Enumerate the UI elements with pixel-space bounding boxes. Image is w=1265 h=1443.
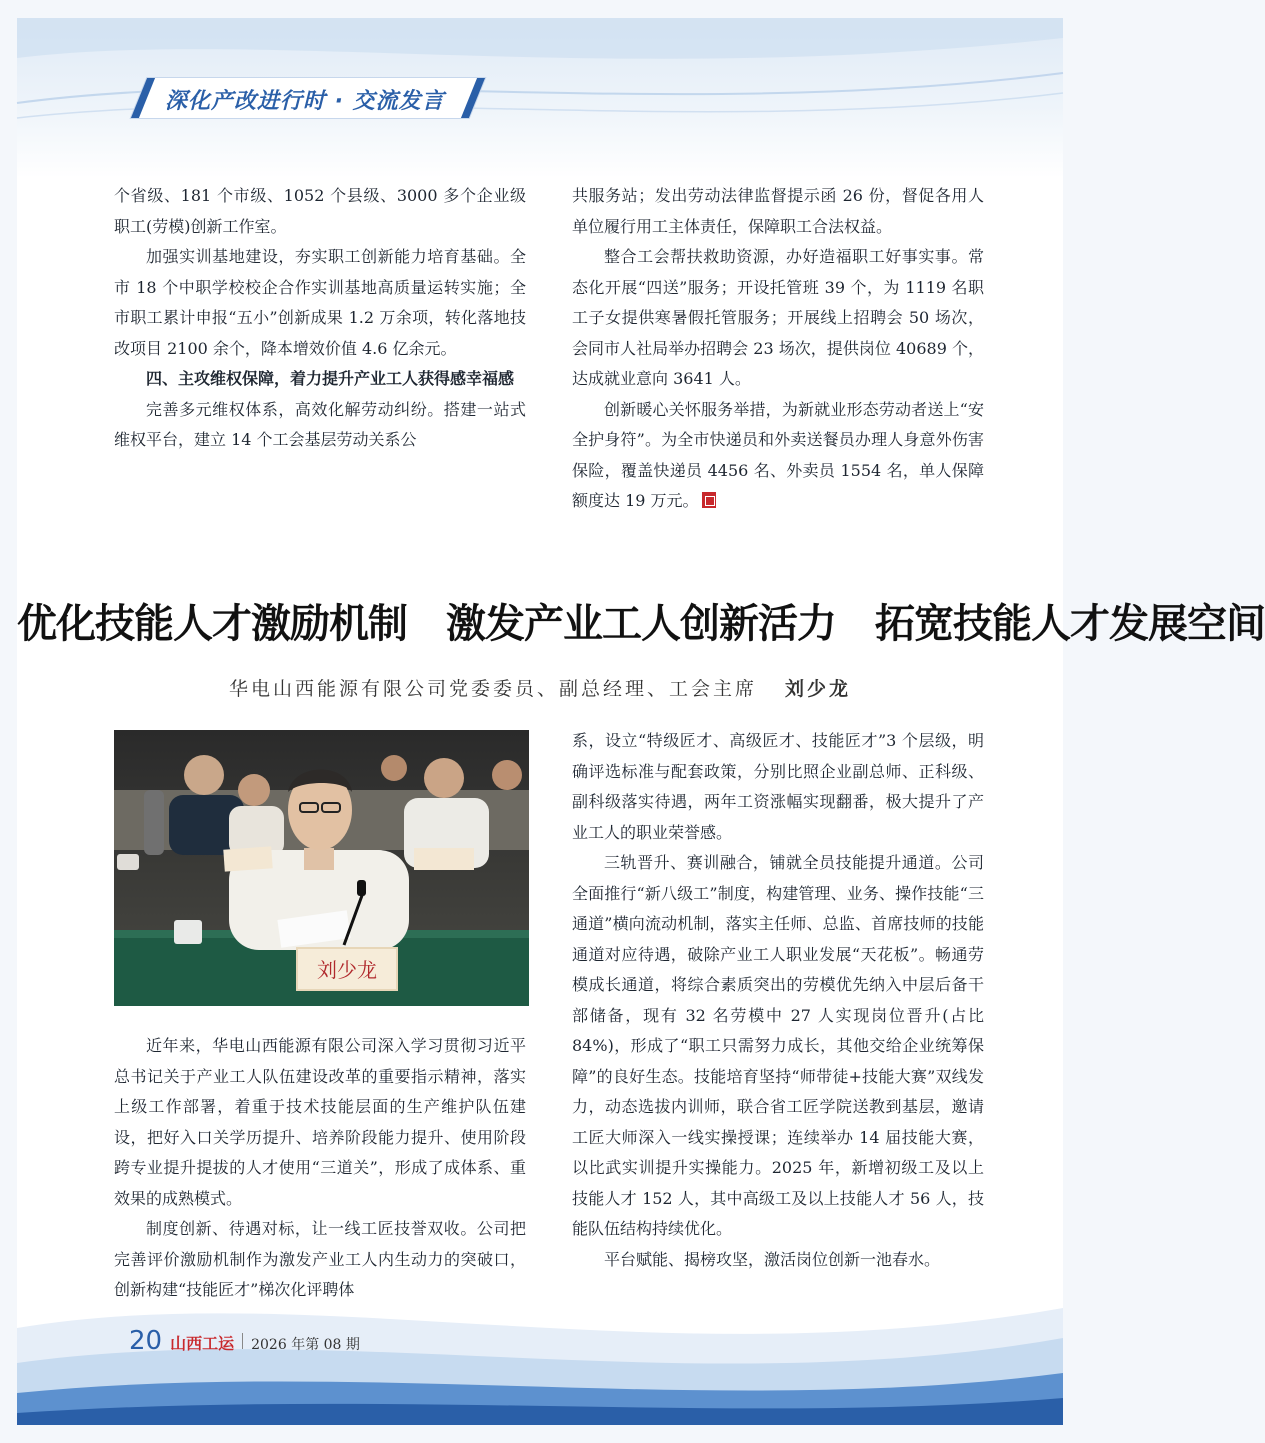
folio-divider	[242, 1333, 243, 1349]
article-photo	[114, 730, 529, 1006]
section-tag	[127, 74, 467, 120]
body-paragraph: 整合工会帮扶救助资源，办好造福职工好事实事。常态化开展“四送”服务；开设托管班 39 个，为 1119 名职工子女提供寒暑假托管服务；开展线上招聘会 50 场次，会同市人社局举办招聘会 23 场次，提供岗位 40689 个，达成就业意向 3641 人。	[572, 247, 984, 388]
section-tag-label: 深化产改进行时 · 交流发言	[165, 89, 445, 114]
body-paragraph: 加强实训基地建设，夯实职工创新能力培育基础。全市 18 个中职学校校企合作实训基地高质量运转实施；全市职工累计申报“五小”创新成果 1.2 万余项，转化落地技改项目 2100 余个，降本增效价值 4.6 亿余元。	[114, 247, 526, 358]
header-band	[17, 18, 1063, 178]
body-paragraph: 个省级、181 个市级、1052 个县级、3000 多个企业级职工(劳模)创新工作室。	[114, 186, 526, 236]
byline	[17, 674, 1063, 701]
photo-nameplate: 刘少龙	[317, 958, 377, 982]
body-paragraph: 完善多元维权体系，高效化解劳动纠纷。搭建一站式维权平台，建立 14 个工会基层劳动关系公	[114, 399, 526, 449]
article-headline: 优化技能人才激励机制 激发产业工人创新活力 拓宽技能人才发展空间	[17, 601, 1265, 647]
body-paragraph: 制度创新、待遇对标，让一线工匠技誉双收。公司把完善评价激励机制作为激发产业工人内生动力的突破口，创新构建“技能匠才”梯次化评聘体	[114, 1219, 526, 1299]
top-left-column	[114, 181, 526, 456]
folio	[129, 1326, 360, 1356]
byline-organization: 华电山西能源有限公司党委委员、副总经理、工会主席	[228, 678, 757, 700]
body-paragraph: 创新暖心关怀服务举措，为新就业形态劳动者送上“安全护身符”。为全市快递员和外卖送餐员办理人身意外伤害保险，覆盖快递员 4456 名、外卖员 1554 名，单人保障额度达 19 万元。	[572, 399, 984, 510]
body-paragraph: 系，设立“特级匠才、高级匠才、技能匠才”3 个层级，明确评选标准与配套政策，分别比照企业副总师、正科级、副科级落实待遇，两年工资涨幅实现翻番，极大提升了产业工人的职业荣誉感。	[572, 731, 984, 842]
issue-number: 2026 年第 08 期	[251, 1337, 360, 1353]
body-paragraph: 平台赋能、揭榜攻坚，激活岗位创新一池春水。	[604, 1249, 941, 1269]
article-right-column	[572, 726, 984, 1275]
top-right-column	[572, 181, 984, 517]
end-of-article-icon	[702, 492, 716, 508]
body-paragraph: 三轨晋升、赛训融合，铺就全员技能提升通道。公司全面推行“新八级工”制度，构建管理、业务、操作技能“三通道”横向流动机制，落实主任师、总监、首席技师的技能通道对应待遇，破除产业工人职业发展“天花板”。畅通劳模成长通道，将综合素质突出的劳模优先纳入中层后备干部储备，现有 32 名劳模中 27 人实现岗位晋升(占比 84%)，形成了“职工只需努力成长，其他交给企业统筹保障”的良好生态。技能培育坚持“师带徒+技能大赛”双线发力，动态选拔内训师，联合省工匠学院送教到基层，邀请工匠大师深入一线实操授课；连续举办 14 届技能大赛，以比武实训提升实操能力。2025 年，新增初级工及以上技能人才 152 人，其中高级工及以上技能人才 56 人，技能队伍结构持续优化。	[572, 853, 984, 1238]
body-paragraph: 近年来，华电山西能源有限公司深入学习贯彻习近平总书记关于产业工人队伍建设改革的重要指示精神，落实上级工作部署，着重于技术技能层面的生产维护队伍建设，把好入口关学历提升、培养阶段能力提升、使用阶段跨专业提升提拔的人才使用“三道关”，形成了成体系、重效果的成熟模式。	[114, 1036, 526, 1208]
magazine-name: 山西工运	[170, 1334, 235, 1353]
article-left-column	[114, 1031, 526, 1306]
section-heading: 四、主攻维权保障，着力提升产业工人获得感幸福感	[146, 369, 515, 388]
byline-author: 刘少龙	[785, 678, 852, 700]
meeting-photo-illustration	[114, 730, 529, 1006]
magazine-page	[17, 18, 1265, 1425]
page-number: 20	[129, 1326, 163, 1356]
body-paragraph: 共服务站；发出劳动法律监督提示函 26 份，督促各用人单位履行用工主体责任，保障职工合法权益。	[572, 186, 984, 236]
